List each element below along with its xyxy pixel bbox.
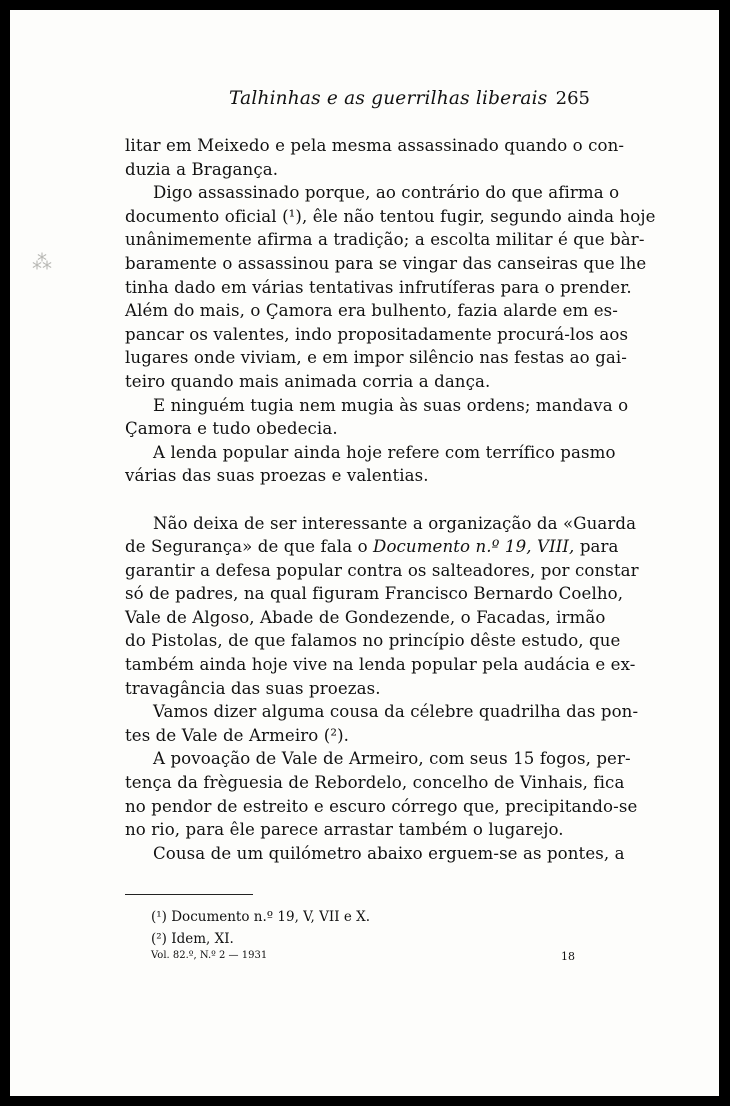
footnote-rule [125,894,253,895]
text-line: no rio, para êle parece arrastar também o lugarejo. [125,820,564,840]
body-text [125,134,656,865]
text-line: Vamos dizer alguma cousa da célebre quadrilha das pon- [153,702,639,722]
text-line: Digo assassinado porque, ao contrário do que afirma o [153,183,620,203]
page-number: 265 [555,88,590,109]
text-fragment: de Segurança» de que fala o [125,537,368,557]
text-line: do Pistolas, de que falamos no princípio dêste estudo, que [125,631,621,651]
sheet-number: 18 [561,950,575,963]
text-line: várias das suas proezas e valentias. [125,466,429,486]
text-line: Çamora e tudo obedecia. [125,419,338,439]
text-line: tinha dado em várias tentativas infrutíferas para o prender. [125,277,632,297]
paper-sheet [10,10,719,1096]
printer-signature [151,950,575,968]
text-line: Vale de Algoso, Abade de Gondezende, o Facadas, irmão [125,607,606,627]
volume-signature: Vol. 82.º, N.º 2 — 1931 [151,950,268,961]
text-line: tes de Vale de Armeiro (²). [125,725,350,745]
text-fragment: para [579,537,619,557]
text-line: E ninguém tugia nem mugia às suas ordens; mandava o [153,395,629,415]
running-header [125,88,600,118]
text-line: A lenda popular ainda hoje refere com terrífico pasmo [153,442,616,462]
text-line: no pendor de estreito e escuro córrego que, precipitando-se [125,796,638,816]
section-gap [125,488,600,512]
text-line: A povoação de Vale de Armeiro, com seus 15 fogos, per- [153,749,631,769]
text-line: Além do mais, o Çamora era bulhento, fazia alarde em es- [125,301,618,321]
text-line: só de padres, na qual figuram Francisco Bernardo Coelho, [125,584,624,604]
running-title: Talhinhas e as guerrilhas liberais [229,88,548,109]
text-line: litar em Meixedo e pela mesma assassinado quando o con- [125,136,625,155]
text-line: Cousa de um quilómetro abaixo erguem-se as pontes, a [153,843,625,863]
text-line: lugares onde viviam, e em impor silêncio nas festas ao gai- [125,348,627,368]
footnote-1: (¹) Documento n.º 19, V, VII e X. [151,909,371,925]
margin-smudge: ⁂ [32,252,52,274]
text-line: Não deixa de ser interessante a organização da «Guarda [153,513,637,533]
text-line: também ainda hoje vive na lenda popular pela audácia e ex- [125,655,636,675]
text-line: travagância das suas proezas. [125,678,381,698]
document-reference: Documento n.º 19, VIII, [373,537,575,557]
text-line [125,535,619,559]
text-line: teiro quando mais animada corria a dança. [125,371,491,391]
footnote-2: (²) Idem, XI. [151,931,234,947]
text-line: documento oficial (¹), êle não tentou fugir, segundo ainda hoje [125,206,656,226]
text-line: pancar os valentes, indo propositadamente procurá-los aos [125,324,629,344]
text-line: garantir a defesa popular contra os salteadores, por constar [125,560,639,580]
footnotes [151,906,370,950]
text-line: duzia a Bragança. [125,159,279,179]
text-line: tença da frèguesia de Rebordelo, concelho de Vinhais, fica [125,773,625,793]
text-line: baramente o assassinou para se vingar das canseiras que lhe [125,253,647,273]
text-line: unânimemente afirma a tradição; a escolta militar é que bàr- [125,230,645,250]
